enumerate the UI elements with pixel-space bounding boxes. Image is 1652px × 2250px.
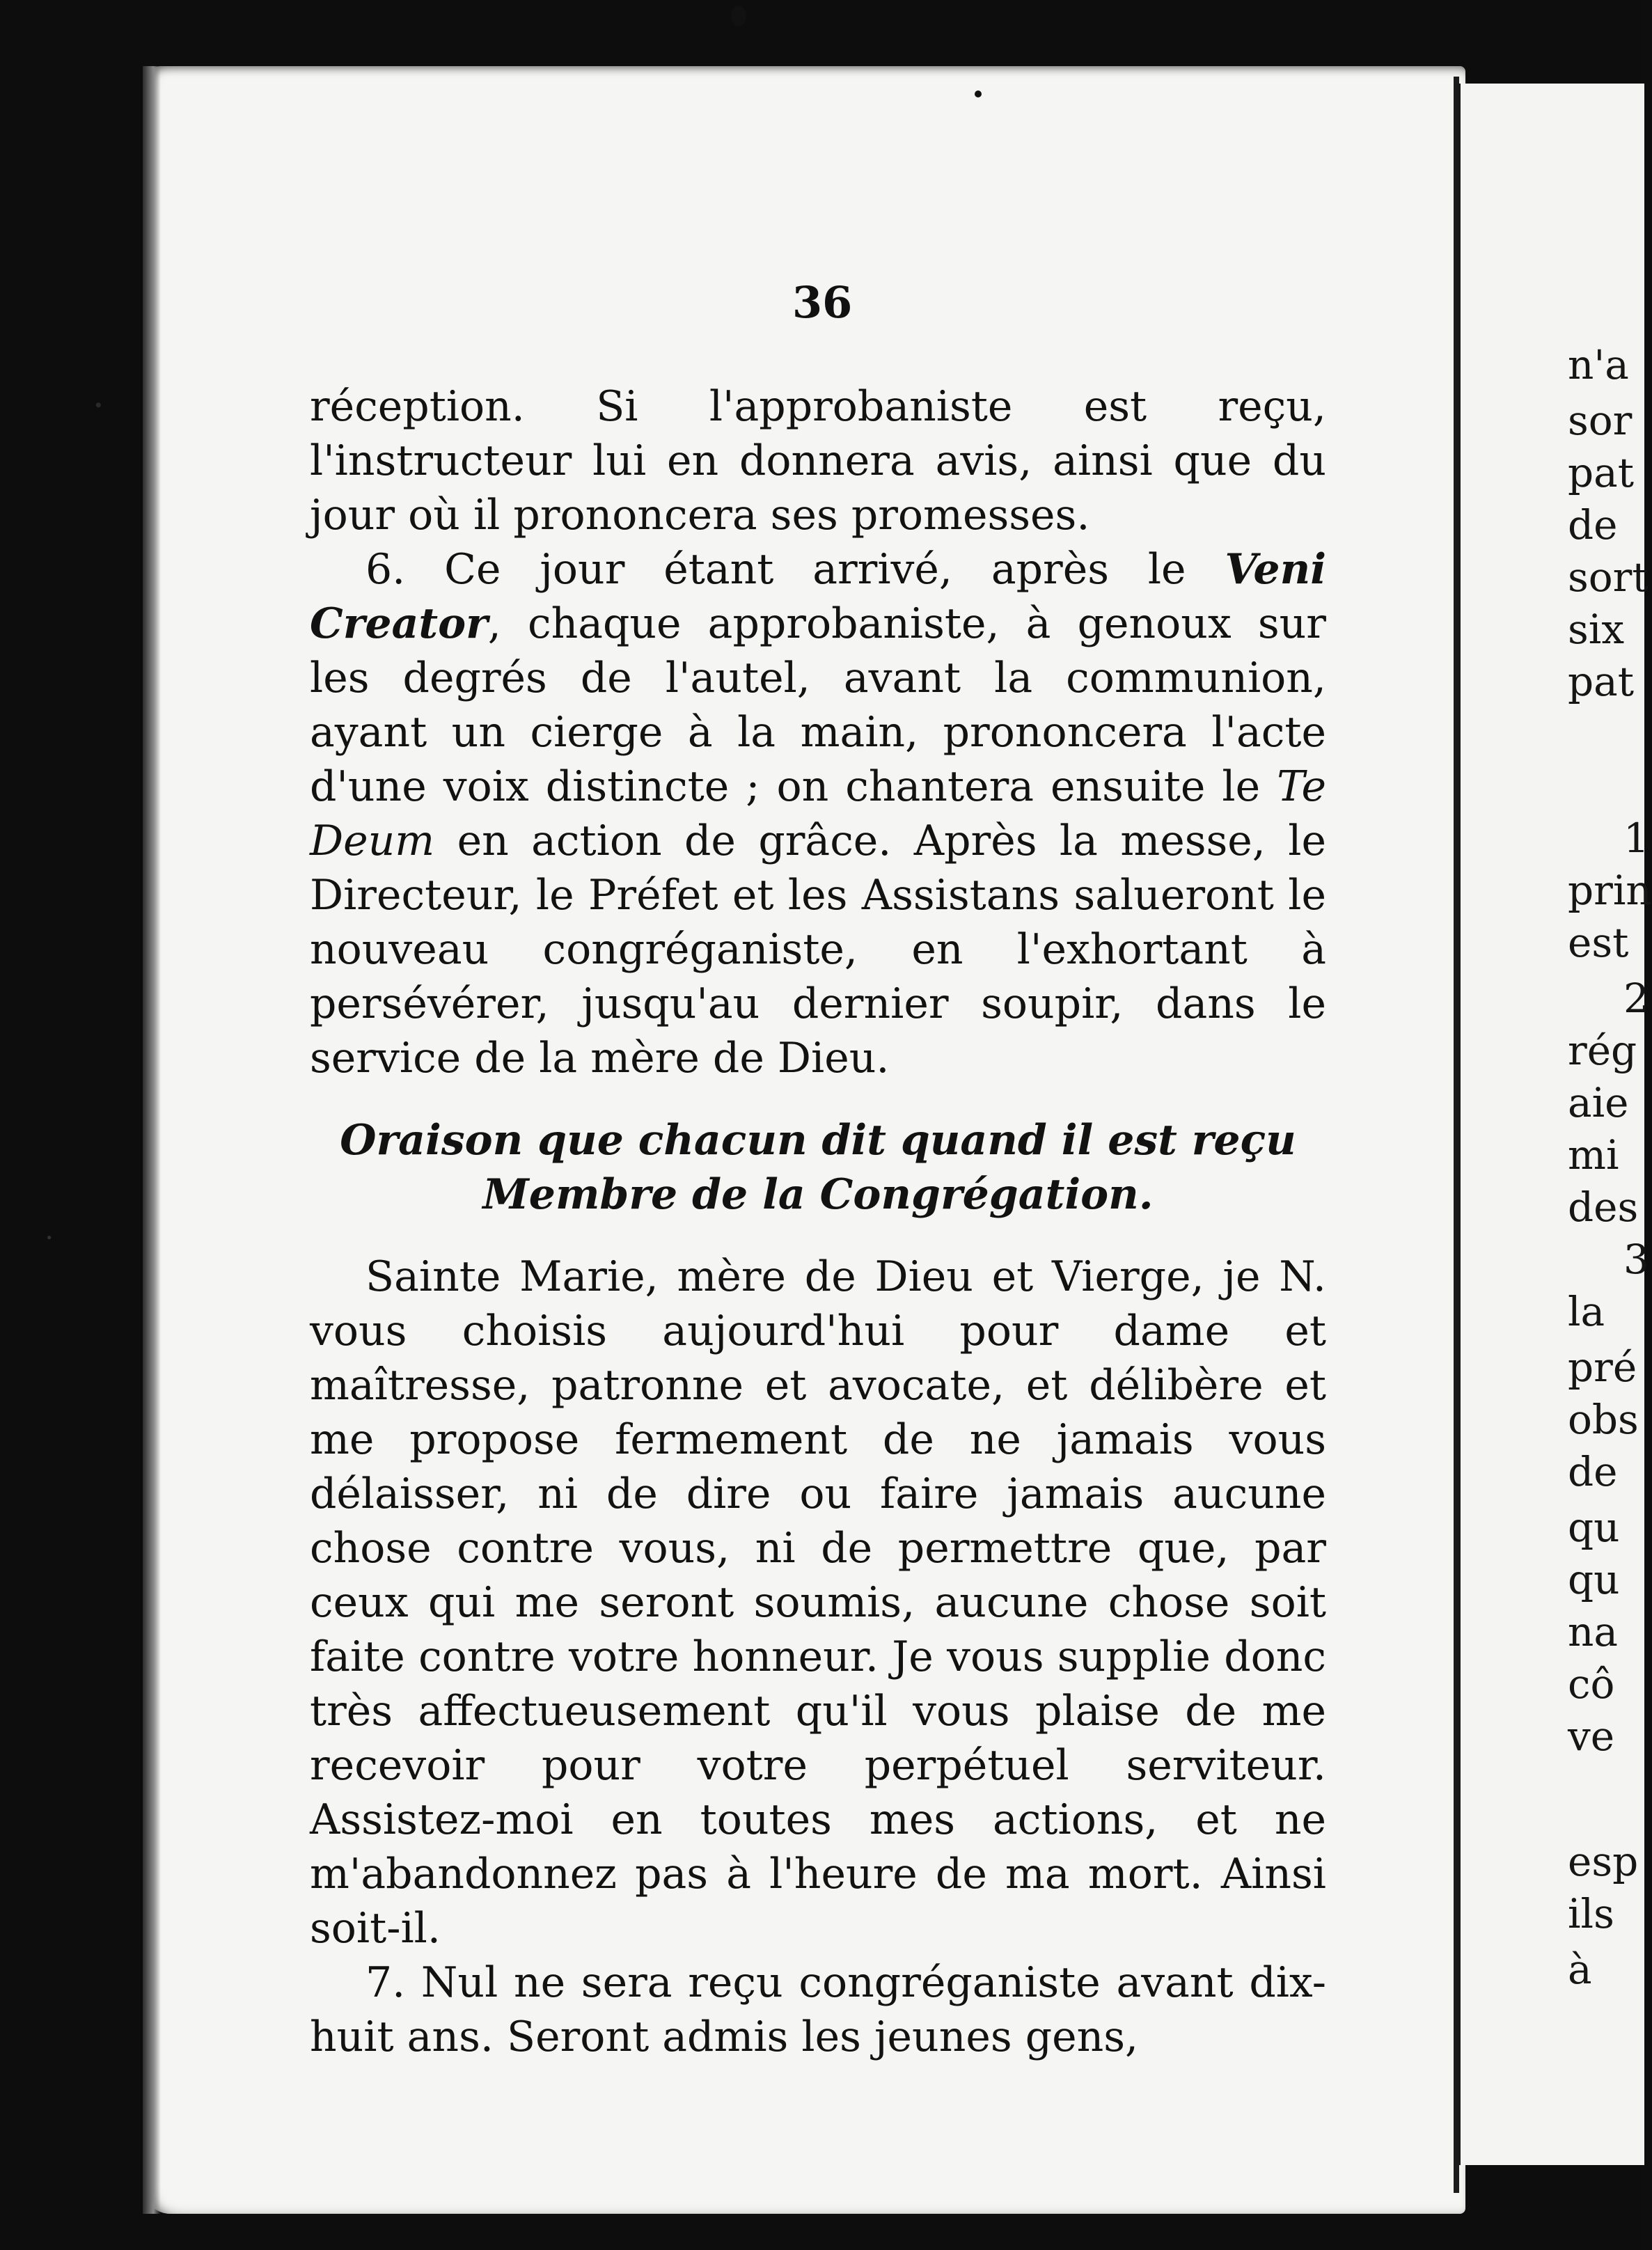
prayer-heading (310, 1113, 1326, 1222)
fragment-line: 1 (1623, 815, 1649, 862)
prayer-heading-line2: Membre de la Congrégation. (482, 1170, 1154, 1219)
fragment-line: ve (1568, 1713, 1615, 1760)
fragment-line: sort (1568, 553, 1649, 601)
fragment-line: 2 (1623, 975, 1649, 1022)
fragment-line: pré (1568, 1344, 1637, 1391)
fragment-line: rég (1568, 1027, 1637, 1074)
fragment-line: de (1568, 1448, 1618, 1495)
fragment-line: ils (1568, 1890, 1614, 1937)
paragraph-7: 7. Nul ne sera reçu congréganiste avant dix-huit ans. Seront admis les jeunes gens, (310, 1958, 1326, 2061)
te-deum: Te Deum (310, 762, 1326, 865)
fragment-line: qu (1568, 1556, 1620, 1603)
fragment-line: mi (1568, 1131, 1619, 1179)
prayer-text: Sainte Marie, mère de Dieu et Vierge, je N. vous choisis aujourd'hui pour dame et maîtresse, patronne et avocate, et délibère et me propose fermement de ne jamais vous délaisser, ni de dire ou faire jamais aucune chose contre vous, ni de permettre que, par ceux qui me seront soumis, aucune chose soit faite contre votre honneur. Je vous supplie donc très affectueusement qu'il vous plaise de me recevoir pour votre perpétuel serviteur. Assistez-moi en toutes mes actions, et ne m'abandonnez pas à l'heure de ma mort. Ainsi soit-il. (310, 1252, 1326, 1953)
fragment-line: 3 (1623, 1236, 1649, 1283)
fragment-line: pat (1568, 658, 1635, 705)
paragraph-6-number: 6. (365, 545, 406, 594)
fragment-line: prin (1568, 867, 1652, 914)
fragment-line: à (1568, 1946, 1592, 1993)
page-number: 36 (792, 277, 853, 328)
fragment-line: est (1568, 919, 1629, 966)
paragraph-6-text-c: en action de grâce. Après la messe, le Directeur, le Préfet et les Assistans salueront le nouveau congréganiste, en l'exhortant à persévérer, jusqu'au dernier soupir, dans le service de la mère de Dieu. (310, 817, 1326, 1083)
veni-creator: Veni Creator (310, 545, 1326, 648)
fragment-line: des (1568, 1183, 1639, 1231)
fragment-line: obs (1568, 1396, 1639, 1443)
scan-speck (975, 91, 982, 97)
paragraph-6-text-a: Ce jour étant arrivé, après le (405, 545, 1225, 594)
paragraph-6 (310, 542, 1326, 1085)
fragment-line: cô (1568, 1660, 1615, 1708)
fragment-line: six (1568, 606, 1625, 653)
fragment-line: esp (1568, 1838, 1639, 1885)
paragraph-reception: réception. Si l'approbaniste est reçu, l'instructeur lui en donnera avis, ainsi que du jour où il prononcera ses promesses. (310, 382, 1326, 540)
paragraph-6-text-b: , chaque approbaniste, à genoux sur les degrés de l'autel, avant la communion, ayant un cierge à la main, prononcera l'acte d'une voix distincte ; on chantera ensuite le (310, 599, 1326, 811)
fragment-line: la (1568, 1288, 1605, 1335)
prayer-heading-line1: Oraison que chacun dit quand il est reçu (340, 1116, 1296, 1165)
fragment-line: qu (1568, 1504, 1620, 1551)
fragment-line: n'a (1568, 341, 1629, 388)
fragment-line: na (1568, 1608, 1618, 1655)
fragment-line: sor (1568, 397, 1633, 444)
fragment-line: pat (1568, 449, 1635, 496)
left-page-text (310, 379, 1326, 2064)
fragment-line: de (1568, 501, 1618, 549)
fragment-line: aie (1568, 1079, 1629, 1126)
scan-speck (731, 6, 746, 26)
